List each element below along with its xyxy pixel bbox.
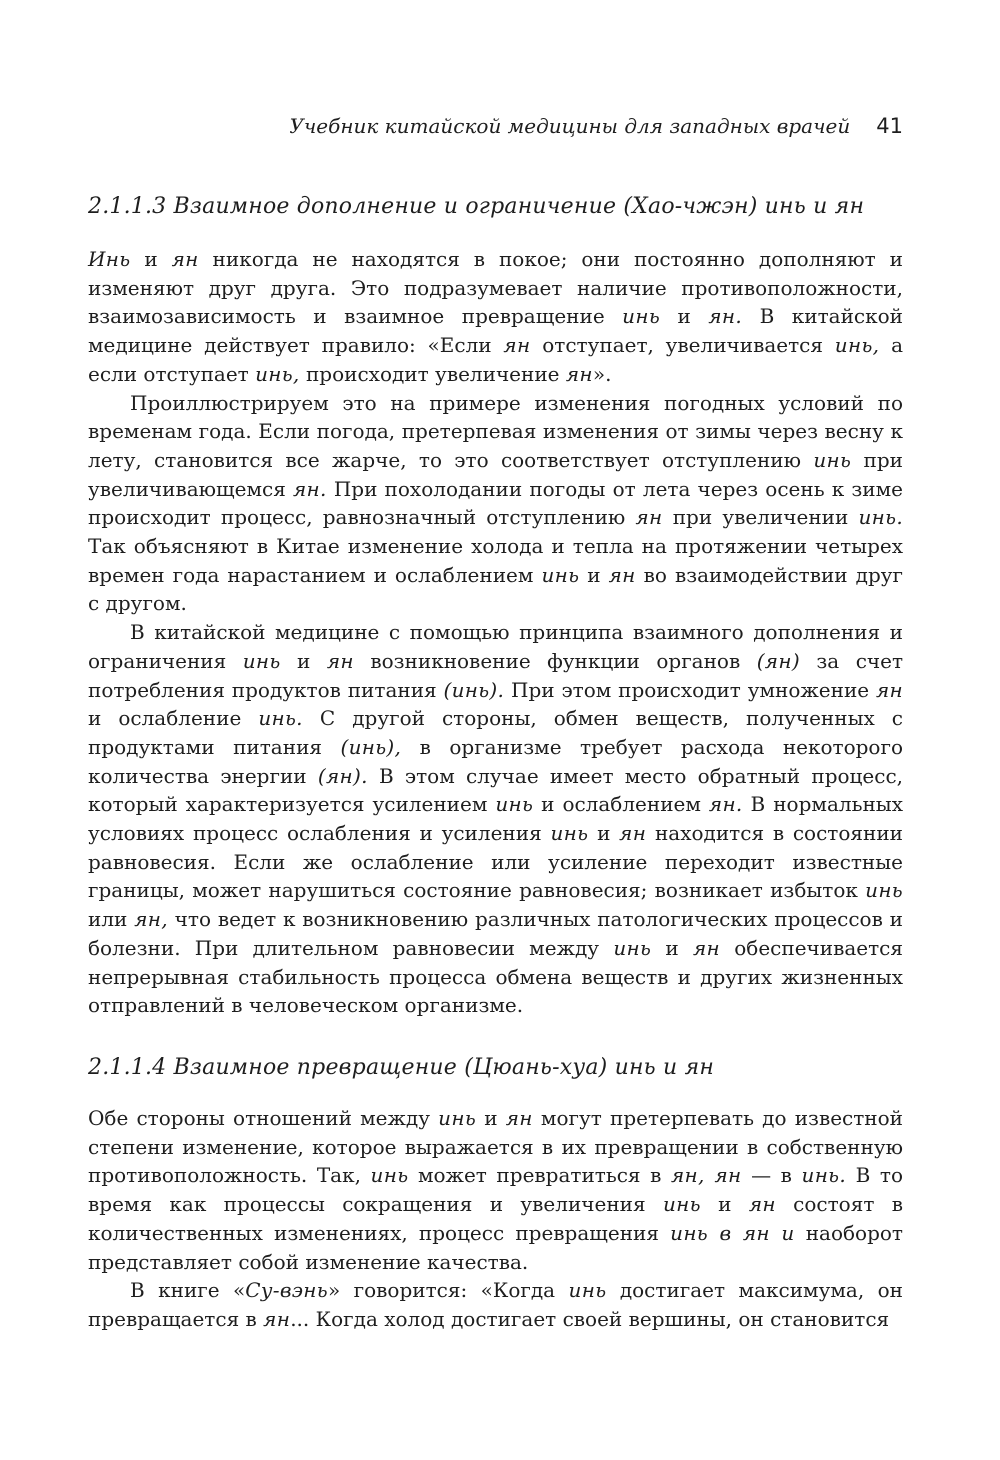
italic-term: ян (692, 935, 721, 960)
text-run: — в (741, 1163, 802, 1188)
paragraph (88, 389, 903, 619)
italic-term: инь (438, 1106, 477, 1130)
italic-term: ян (635, 505, 663, 530)
text-run: при увеличивающемся (88, 447, 904, 501)
italic-term: (инь), (340, 734, 402, 759)
italic-term: инь. (858, 505, 904, 530)
page-number: 41 (876, 114, 903, 138)
text-run: и ослаблением (533, 792, 709, 817)
italic-term: инь (662, 1192, 701, 1217)
italic-term: инь. (801, 1163, 847, 1188)
text-run: при увеличении (662, 505, 859, 530)
text-run: может превратиться в (408, 1163, 671, 1188)
italic-term: ян (505, 1106, 533, 1130)
text-run: С другой стороны, обмен веществ, полученных с продуктами питания (88, 706, 904, 759)
text-run: или (88, 907, 135, 932)
italic-term: инь (622, 304, 661, 329)
text-run: никогда не находятся в покое; они постоянно дополняют и изменяют друг друга. Это подразумевает наличие противоположности, взаимозависимость и взаимное превращение (88, 247, 903, 329)
italic-term: ян, (134, 907, 168, 932)
paragraph (88, 618, 903, 1020)
section-body-2-1-1-3 (88, 245, 903, 1020)
text-run: и (660, 304, 709, 329)
italic-term: ян. (293, 476, 327, 501)
text-run: и (130, 247, 172, 271)
italic-term: ян (565, 361, 593, 386)
text-run: и (588, 821, 620, 846)
italic-term: инь (370, 1163, 409, 1188)
italic-term: ян (263, 1306, 291, 1331)
paragraph (88, 245, 903, 389)
italic-term: (инь). (443, 677, 505, 702)
italic-term: Инь (88, 247, 131, 271)
text-run: Так объясняют в Китае изменение холода и тепла на протяжении четырех времен года нарастанием и ослаблением (88, 534, 903, 587)
italic-term: ян (875, 677, 903, 702)
text-run: При этом происходит умножение (504, 677, 876, 702)
text-run: происходит увеличение (299, 361, 566, 386)
text-run: и (579, 562, 609, 587)
text-run: » говорится: «Когда (327, 1278, 569, 1303)
italic-term: (ян) (756, 648, 800, 673)
text-run: В этом случае имеет место обратный процесс, который характеризуется усилением (88, 763, 903, 817)
running-title: Учебник китайской медицины для западных врачей (289, 114, 851, 138)
italic-term: Су-вэнь (245, 1278, 328, 1303)
italic-term: ян (171, 247, 199, 271)
text-run: и (476, 1106, 506, 1130)
text-run: В книге « (130, 1278, 246, 1303)
section-heading-2-1-1-3: 2.1.1.3 Взаимное дополнение и ограничение (Хао-чжэн) инь и ян (88, 194, 865, 219)
paragraph (88, 1104, 903, 1276)
text-run: отступает, увеличивается (530, 333, 835, 358)
text-run: Обе стороны отношений между (88, 1106, 439, 1130)
italic-term: инь (865, 878, 903, 903)
text-run: в организме требует расхода некоторого количества энергии (88, 734, 903, 788)
italic-term: ян (608, 562, 636, 587)
text-run: и (700, 1192, 749, 1217)
italic-term: инь (495, 792, 534, 817)
italic-term: ян. (708, 304, 743, 329)
text-run: В китайской медицине с помощью принципа взаимного дополнения и ограничения (88, 620, 903, 673)
italic-term: инь, (834, 333, 880, 358)
text-run: В то время как процессы сокращения и увеличения (88, 1163, 903, 1217)
italic-term: инь, (255, 361, 300, 386)
italic-term: инь в ян и (670, 1220, 795, 1245)
text-run: могут претерпевать до известной степени изменение, которое выражается в их превращении в собственную противоположность. Так, (88, 1106, 904, 1188)
italic-term: ян (326, 648, 354, 673)
italic-term: инь (568, 1278, 607, 1303)
text-run: наоборот представляет собой изменение качества. (88, 1220, 903, 1274)
text-run: во взаимодействии друг с другом. (88, 562, 904, 616)
text-run: При похолодании погоды от лета через осень к зиме происходит процесс, равнозначный отступлению (88, 476, 903, 530)
italic-term: инь (613, 935, 652, 960)
text-run: что ведет к возникновению различных патологических процессов и болезни. При длительном равновесии между (88, 907, 903, 960)
italic-term: (ян). (317, 763, 368, 788)
text-run: обеспечивается непрерывная стабильность процесса обмена веществ и других жизненных отправлений в человеческом организме. (88, 935, 903, 1018)
text-run: возникновение функции органов (353, 648, 757, 673)
text-run: находится в состоянии равновесия. Если же ослабление или усиление переходит известные границы, может нарушиться состояние равновесия; возникает избыток (88, 821, 904, 903)
text-run: ... Когда холод достигает своей вершины, он становится (290, 1306, 890, 1331)
italic-term: ян (748, 1192, 776, 1217)
italic-term: инь. (258, 706, 303, 731)
section-heading-2-1-1-4: 2.1.1.4 Взаимное превращение (Цюань-хуа) инь и ян (88, 1055, 715, 1080)
text-run: а если отступает (88, 333, 904, 386)
text-run: состоят в количественных изменениях, процесс превращения (88, 1192, 904, 1245)
text-run: В нормальных условиях процесс ослабления и усиления (88, 792, 903, 846)
italic-term: инь (813, 447, 852, 472)
italic-term: инь (242, 648, 281, 673)
italic-term: ян. (708, 792, 743, 817)
italic-term: ян, ян (670, 1163, 742, 1188)
running-header (88, 112, 903, 140)
text-run: и ослабление (88, 706, 259, 731)
text-run: достигает максимума, он превращается в (88, 1278, 903, 1331)
text-run: В китайской медицине действует правило: «Если (88, 304, 903, 358)
italic-term: ян (503, 333, 531, 358)
text-run: и (280, 648, 327, 673)
text-run: Проиллюстрируем это на примере изменения погодных условий по временам года. Если погода, претерпевая изменения от зимы через весну к лету, становится все жарче, то это соответствует отступлению (88, 390, 903, 472)
italic-term: инь (541, 562, 580, 587)
italic-term: ян (619, 821, 647, 846)
paragraph (88, 1276, 903, 1333)
italic-term: инь (550, 821, 589, 846)
section-body-2-1-1-4 (88, 1104, 903, 1334)
text-run: за счет потребления продуктов питания (88, 648, 904, 702)
text-run: и (651, 935, 693, 960)
text-run: ». (592, 361, 612, 386)
